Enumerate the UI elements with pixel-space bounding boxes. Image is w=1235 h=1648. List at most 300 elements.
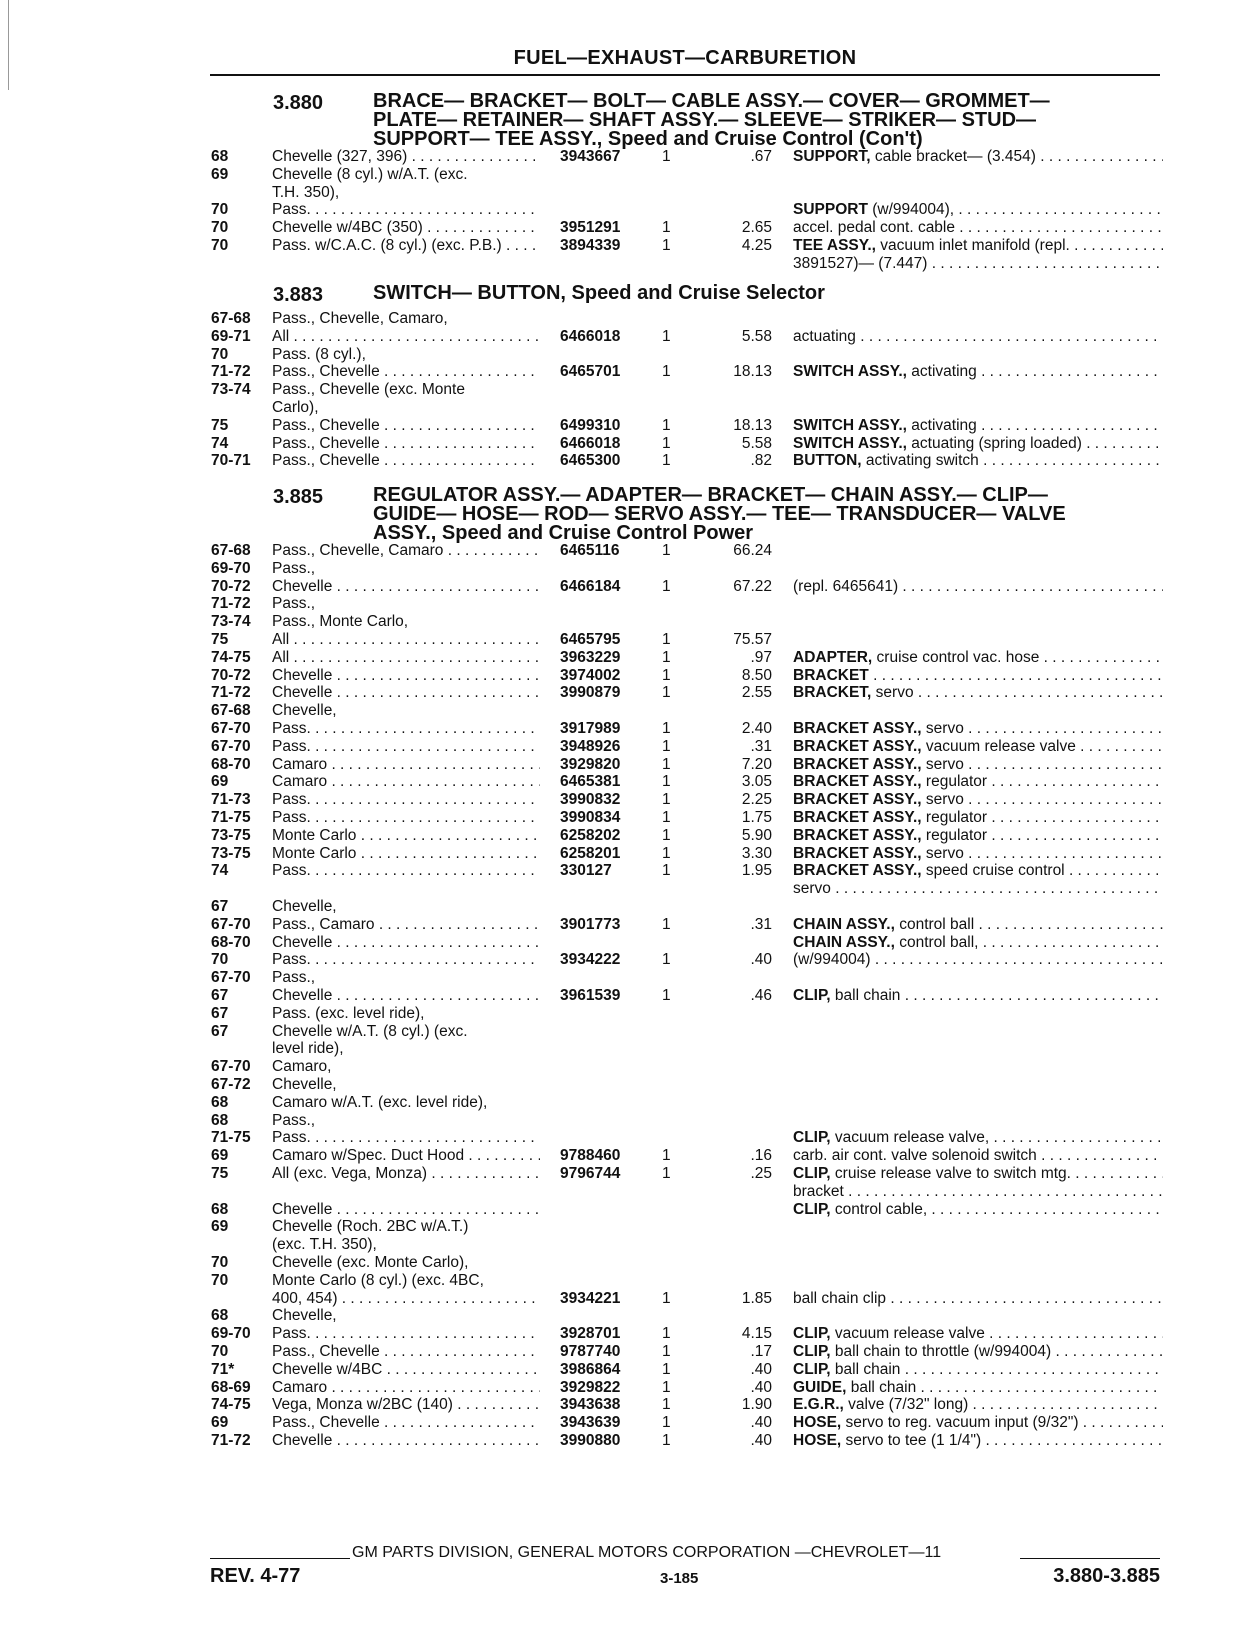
part-name: [793, 327, 1163, 346]
part-name: [793, 879, 1163, 898]
part-number: 3974002: [560, 666, 621, 684]
parts-row: [0, 345, 1235, 364]
part-name-bold: BRACKET: [793, 666, 869, 684]
parts-row: [0, 772, 1235, 791]
model-year: 75: [211, 631, 229, 648]
model-year: 71-73: [211, 791, 251, 809]
model-year: 69: [211, 1147, 229, 1165]
part-name-bold: E.G.R.,: [793, 1396, 844, 1414]
model-year: 74: [211, 862, 229, 880]
model-year: 70: [211, 219, 229, 237]
application-description: Chevelle,: [272, 898, 337, 915]
model-year: 70: [211, 1343, 229, 1360]
parts-row: [0, 1342, 1235, 1361]
list-price: .31: [750, 737, 772, 755]
part-name-bold: CLIP,: [793, 1343, 831, 1360]
model-year: 73-74: [211, 613, 251, 631]
quantity: 1: [662, 1165, 671, 1182]
section-number: 3.883: [273, 284, 324, 306]
parts-row: [0, 1395, 1235, 1414]
footer-page-number: 3-185: [660, 1570, 699, 1587]
binding-margin-line: [8, 0, 9, 90]
model-year: 71-72: [211, 595, 251, 613]
quantity: 1: [662, 363, 671, 381]
parts-row: [0, 1235, 1235, 1254]
list-price: 5.58: [741, 434, 772, 452]
part-number: 3934222: [560, 951, 621, 969]
section-title-line: BRACE— BRACKET— BOLT— CABLE ASSY.— COVER— GROMMET—: [373, 90, 1050, 112]
part-name: [793, 1395, 1163, 1414]
list-price: 2.65: [741, 219, 772, 237]
parts-row: [0, 701, 1235, 720]
part-name: [793, 915, 1163, 934]
model-year: 67-70: [211, 720, 251, 737]
model-year: 71-72: [211, 363, 251, 381]
part-number: 9796744: [560, 1165, 621, 1182]
model-year: 68-70: [211, 933, 251, 951]
part-name: [793, 1324, 1163, 1343]
application-description: Pass.,: [272, 969, 316, 987]
quantity: 1: [662, 1396, 671, 1414]
part-name-detail: servo to reg. vacuum input (9/32"): [841, 1414, 1079, 1432]
application-description: Chevelle (8 cyl.) w/A.T. (exc.: [272, 165, 468, 183]
parts-row: [0, 755, 1235, 774]
model-year: 68: [211, 1307, 229, 1325]
application-description: Camaro . . .: [272, 755, 540, 774]
part-number: 6258201: [560, 844, 621, 862]
application-description: Pass. . . .: [272, 200, 540, 219]
part-name: [793, 737, 1163, 756]
parts-row: [0, 577, 1235, 596]
part-name-detail: servo: [793, 880, 831, 898]
part-number: 6465701: [560, 363, 621, 381]
application-description: All . . .: [272, 648, 540, 667]
part-name: [793, 933, 1163, 952]
part-name: [793, 236, 1163, 255]
model-year: 71-72: [211, 1432, 251, 1449]
parts-row: [0, 416, 1235, 435]
part-name-bold: CLIP,: [793, 1325, 831, 1343]
application-description: Pass.,: [272, 559, 316, 577]
quantity: 1: [662, 951, 671, 969]
part-name-bold: CLIP,: [793, 1165, 831, 1182]
part-name: [793, 1342, 1163, 1361]
part-name: [793, 683, 1163, 702]
part-number: 6466018: [560, 434, 621, 452]
section-title: [373, 284, 1163, 303]
title-rule: [210, 74, 1160, 76]
quantity: 1: [662, 631, 671, 648]
application-description: All . . .: [272, 630, 540, 649]
application-description: Chevelle (327, 396) . . .: [272, 147, 540, 166]
part-name: [793, 1431, 1163, 1450]
part-name: [793, 254, 1163, 273]
parts-row: [0, 200, 1235, 219]
application-description: Chevelle . . .: [272, 577, 540, 596]
model-year: 69-71: [211, 327, 251, 345]
application-description: Camaro w/A.T. (exc. level ride),: [272, 1093, 488, 1111]
section-title-line: PLATE— RETAINER— SHAFT ASSY.— SLEEVE— STRIKER— STUD—: [373, 109, 1037, 131]
part-name-detail: cruise release valve to switch mtg.: [830, 1165, 1071, 1182]
parts-row: [0, 434, 1235, 453]
model-year: 70: [211, 1254, 229, 1271]
part-number: 3894339: [560, 237, 621, 254]
part-name-detail: activating switch: [861, 452, 979, 470]
part-name-bold: BRACKET ASSY.,: [793, 809, 922, 826]
parts-row: [0, 861, 1235, 880]
application-description: Chevelle w/4BC (350) . . .: [272, 218, 540, 237]
model-year: 74-75: [211, 1396, 251, 1414]
parts-row: [0, 1271, 1235, 1290]
part-name-bold: TEE ASSY.,: [793, 237, 876, 254]
parts-row: [0, 1217, 1235, 1236]
part-name-detail: servo: [921, 720, 964, 737]
parts-row: [0, 968, 1235, 987]
quantity: 1: [662, 915, 671, 933]
part-number: 3917989: [560, 720, 621, 737]
quantity: 1: [662, 1414, 671, 1432]
parts-row: [0, 1146, 1235, 1165]
part-name-bold: CLIP,: [793, 1200, 831, 1218]
part-name-detail: accel. pedal cont. cable: [793, 219, 955, 237]
part-name-detail: (w/994004),: [867, 201, 955, 219]
part-number: 3934221: [560, 1289, 621, 1307]
model-year: 71-75: [211, 1129, 251, 1147]
part-name-detail: cruise control vac. hose: [872, 648, 1040, 666]
part-name-detail: regulator: [921, 773, 988, 791]
page-title: FUEL—EXHAUST—CARBURETION: [513, 47, 857, 69]
part-number: 6465300: [560, 452, 621, 470]
part-name: [793, 1146, 1163, 1165]
list-price: 67.22: [733, 577, 772, 595]
parts-row: [0, 380, 1235, 399]
part-name-detail: ball chain: [830, 987, 901, 1004]
part-name-bold: BRACKET ASSY.,: [793, 862, 922, 880]
application-description: Chevelle . . .: [272, 933, 540, 952]
application-description: Chevelle . . .: [272, 1431, 540, 1450]
application-description: Pass. . . .: [272, 861, 540, 880]
parts-row: [0, 541, 1235, 560]
part-name-bold: CHAIN ASSY.,: [793, 933, 895, 951]
list-price: 4.15: [741, 1325, 772, 1343]
list-price: .40: [750, 1360, 772, 1378]
section-title-line: REGULATOR ASSY.— ADAPTER— BRACKET— CHAIN ASSY.— CLIP—: [373, 484, 1048, 506]
quantity: 1: [662, 1432, 671, 1449]
model-year: 67-72: [211, 1076, 251, 1093]
section-title-line: GUIDE— HOSE— ROD— SERVO ASSY.— TEE— TRANSDUCER— VALVE: [373, 503, 1066, 525]
model-year: 71*: [211, 1360, 235, 1378]
part-number: 3929822: [560, 1378, 621, 1396]
part-name: [793, 1200, 1163, 1219]
list-price: 66.24: [733, 542, 772, 559]
application-description: Chevelle w/4BC . . .: [272, 1360, 540, 1379]
model-year: 67-70: [211, 737, 251, 755]
model-year: 69-70: [211, 1325, 251, 1343]
parts-row: [0, 1324, 1235, 1343]
model-year: 68: [211, 148, 229, 165]
list-price: 18.13: [733, 416, 772, 434]
application-description: Camaro,: [272, 1058, 332, 1076]
quantity: 1: [662, 416, 671, 434]
part-name: [793, 577, 1163, 596]
part-name: [793, 790, 1163, 809]
section-title-line: ASSY., Speed and Cruise Control Power: [373, 522, 754, 544]
application-description: T.H. 350),: [272, 183, 340, 201]
part-number: 3986864: [560, 1360, 621, 1378]
model-year: 74-75: [211, 648, 251, 666]
quantity: 1: [662, 737, 671, 755]
parts-row: [0, 897, 1235, 916]
list-price: .40: [750, 951, 772, 969]
part-name-detail: valve (7/32" long): [843, 1396, 969, 1414]
application-description: All (exc. Vega, Monza) . . .: [272, 1164, 540, 1183]
footer-division: GM PARTS DIVISION, GENERAL MOTORS CORPORATION —CHEVROLET—11: [352, 1544, 942, 1561]
part-number: 6465381: [560, 773, 621, 791]
part-name-detail: vacuum release valve: [830, 1325, 985, 1343]
model-year: 68-70: [211, 755, 251, 773]
application-description: Chevelle,: [272, 1307, 337, 1325]
parts-row: [0, 147, 1235, 166]
parts-row: [0, 236, 1235, 255]
part-name: [793, 861, 1163, 880]
part-name: [793, 808, 1163, 827]
part-name: [793, 844, 1163, 863]
application-description: Pass. w/C.A.C. (8 cyl.) (exc. P.B.) . . .: [272, 236, 540, 255]
part-name-bold: SUPPORT,: [793, 148, 871, 165]
list-price: 1.85: [741, 1289, 772, 1307]
section-number: 3.880: [273, 92, 324, 114]
parts-row: [0, 594, 1235, 613]
part-name: [793, 772, 1163, 791]
parts-row: [0, 218, 1235, 237]
model-year: 71-72: [211, 684, 251, 702]
application-description: (exc. T.H. 350),: [272, 1236, 377, 1254]
section-title: [373, 486, 1163, 543]
part-number: 3951291: [560, 219, 621, 237]
part-name-bold: BRACKET ASSY.,: [793, 737, 922, 755]
quantity: 1: [662, 773, 671, 791]
application-description: Pass., Chevelle . . .: [272, 434, 540, 453]
parts-row: [0, 683, 1235, 702]
part-name-bold: CLIP,: [793, 987, 831, 1004]
part-name-detail: vacuum release valve: [921, 737, 1076, 755]
parts-row: [0, 1200, 1235, 1219]
parts-row: [0, 1093, 1235, 1112]
footer-rule-left: [210, 1558, 350, 1559]
part-name-bold: BRACKET,: [793, 684, 872, 702]
model-year: 67-68: [211, 542, 251, 559]
list-price: 18.13: [733, 363, 772, 381]
part-name: [793, 416, 1163, 435]
application-description: Pass., Chevelle, Camaro . . .: [272, 541, 540, 560]
part-name-bold: SUPPORT: [793, 201, 868, 219]
quantity: 1: [662, 826, 671, 844]
application-description: Chevelle,: [272, 1076, 337, 1093]
part-name: [793, 1182, 1163, 1201]
parts-row: [0, 1413, 1235, 1432]
quantity: 1: [662, 684, 671, 702]
application-description: Pass., Chevelle . . .: [272, 416, 540, 435]
list-price: .40: [750, 1432, 772, 1449]
model-year: 67-70: [211, 969, 251, 987]
application-description: Camaro w/Spec. Duct Hood . . .: [272, 1146, 540, 1165]
model-year: 67-70: [211, 915, 251, 933]
application-description: Carlo),: [272, 399, 319, 416]
model-year: 73-74: [211, 381, 251, 399]
quantity: 1: [662, 237, 671, 254]
parts-row: [0, 1431, 1235, 1450]
quantity: 1: [662, 219, 671, 237]
part-name: [793, 218, 1163, 237]
list-price: .16: [750, 1147, 772, 1165]
model-year: 69: [211, 165, 229, 183]
model-year: 69: [211, 1414, 229, 1432]
model-year: 67: [211, 1004, 229, 1022]
list-price: .25: [750, 1165, 772, 1182]
model-year: 67: [211, 1022, 229, 1040]
quantity: 1: [662, 755, 671, 773]
application-description: Pass., Chevelle . . .: [272, 362, 540, 381]
quantity: 1: [662, 434, 671, 452]
list-price: 2.55: [741, 684, 772, 702]
part-name-bold: BRACKET ASSY.,: [793, 791, 922, 809]
part-name-bold: SWITCH ASSY.,: [793, 363, 907, 381]
part-name: [793, 986, 1163, 1005]
part-number: 6499310: [560, 416, 621, 434]
part-name-detail: (w/994004): [793, 951, 871, 969]
list-price: .31: [750, 915, 772, 933]
part-name-detail: vacuum inlet manifold (repl.: [875, 237, 1070, 254]
section-title: [373, 92, 1163, 149]
quantity: 1: [662, 791, 671, 809]
part-name: [793, 719, 1163, 738]
application-description: Pass. . . .: [272, 808, 540, 827]
model-year: 70: [211, 1271, 229, 1289]
parts-row: [0, 1057, 1235, 1076]
application-description: Pass. (exc. level ride),: [272, 1004, 425, 1022]
parts-row: [0, 737, 1235, 756]
model-year: 69: [211, 773, 229, 791]
model-year: 68: [211, 1111, 229, 1129]
model-year: 71-75: [211, 809, 251, 826]
application-description: All . . .: [272, 327, 540, 346]
application-description: Pass., Chevelle, Camaro,: [272, 310, 448, 327]
part-name: [793, 147, 1163, 166]
part-name-bold: BRACKET ASSY.,: [793, 755, 922, 773]
model-year: 70: [211, 951, 229, 969]
parts-row: [0, 254, 1235, 273]
part-number: 6465116: [560, 542, 620, 559]
application-description: Pass. . . .: [272, 1324, 540, 1343]
parts-row: [0, 1039, 1235, 1058]
part-name-detail: ball chain: [846, 1378, 917, 1396]
quantity: 1: [662, 1360, 671, 1378]
parts-row: [0, 1022, 1235, 1041]
model-year: 67: [211, 898, 229, 915]
list-price: .40: [750, 1378, 772, 1396]
part-name: [793, 648, 1163, 667]
parts-row: [0, 309, 1235, 328]
part-name-detail: (repl. 6465641): [793, 577, 899, 595]
part-number: 6465795: [560, 631, 621, 648]
part-name-bold: HOSE,: [793, 1414, 842, 1432]
model-year: 74: [211, 434, 229, 452]
application-description: Pass., Chevelle . . .: [272, 1413, 540, 1432]
model-year: 68: [211, 1200, 229, 1218]
part-name-bold: HOSE,: [793, 1432, 842, 1449]
application-description: Chevelle . . .: [272, 666, 540, 685]
parts-row: [0, 1004, 1235, 1023]
parts-row: [0, 950, 1235, 969]
application-description: Camaro . . .: [272, 1378, 540, 1397]
quantity: 1: [662, 148, 671, 165]
quantity: 1: [662, 809, 671, 826]
parts-row: [0, 844, 1235, 863]
part-name-bold: CLIP,: [793, 1129, 831, 1147]
list-price: .97: [750, 648, 772, 666]
part-name-bold: BRACKET ASSY.,: [793, 826, 922, 844]
parts-row: [0, 398, 1235, 417]
parts-row: [0, 808, 1235, 827]
application-description: level ride),: [272, 1040, 344, 1058]
parts-row: [0, 1378, 1235, 1397]
application-description: Pass. . . .: [272, 950, 540, 969]
model-year: 67-68: [211, 702, 251, 720]
part-name-detail: control ball,: [894, 933, 979, 951]
parts-row: [0, 666, 1235, 685]
quantity: 1: [662, 1378, 671, 1396]
section-number: 3.885: [273, 486, 324, 508]
part-number: 9787740: [560, 1343, 621, 1360]
parts-row: [0, 1075, 1235, 1094]
model-year: 70-72: [211, 666, 251, 684]
parts-row: [0, 1128, 1235, 1147]
part-name-detail: actuating: [793, 327, 856, 345]
quantity: 1: [662, 1147, 671, 1165]
parts-row: [0, 1164, 1235, 1183]
application-description: Chevelle (Roch. 2BC w/A.T.): [272, 1218, 469, 1236]
part-name: [793, 666, 1163, 685]
list-price: 75.57: [733, 631, 772, 648]
part-name: [793, 1289, 1163, 1308]
application-description: Chevelle w/A.T. (8 cyl.) (exc.: [272, 1022, 468, 1040]
list-price: 3.05: [741, 773, 772, 791]
model-year: 68: [211, 1093, 229, 1111]
part-number: 6466184: [560, 577, 621, 595]
list-price: 5.58: [741, 327, 772, 345]
part-name-bold: ADAPTER,: [793, 648, 873, 666]
part-name: [793, 1128, 1163, 1147]
parts-row: [0, 612, 1235, 631]
part-number: 6466018: [560, 327, 621, 345]
model-year: 70: [211, 237, 229, 254]
model-year: 73-75: [211, 844, 251, 862]
model-year: 67-70: [211, 1058, 251, 1076]
part-name-detail: servo to tee (1 1/4"): [841, 1432, 982, 1449]
part-name: [793, 362, 1163, 381]
part-name: [793, 755, 1163, 774]
part-number: 6258202: [560, 826, 621, 844]
application-description: Pass. . . .: [272, 1128, 540, 1147]
part-number: 3928701: [560, 1325, 621, 1343]
application-description: Chevelle,: [272, 702, 337, 720]
part-name-detail: control cable,: [830, 1200, 928, 1218]
model-year: 75: [211, 416, 229, 434]
parts-row: [0, 327, 1235, 346]
quantity: 1: [662, 666, 671, 684]
part-name-detail: cable bracket— (3.454): [870, 148, 1036, 165]
part-name: [793, 200, 1163, 219]
